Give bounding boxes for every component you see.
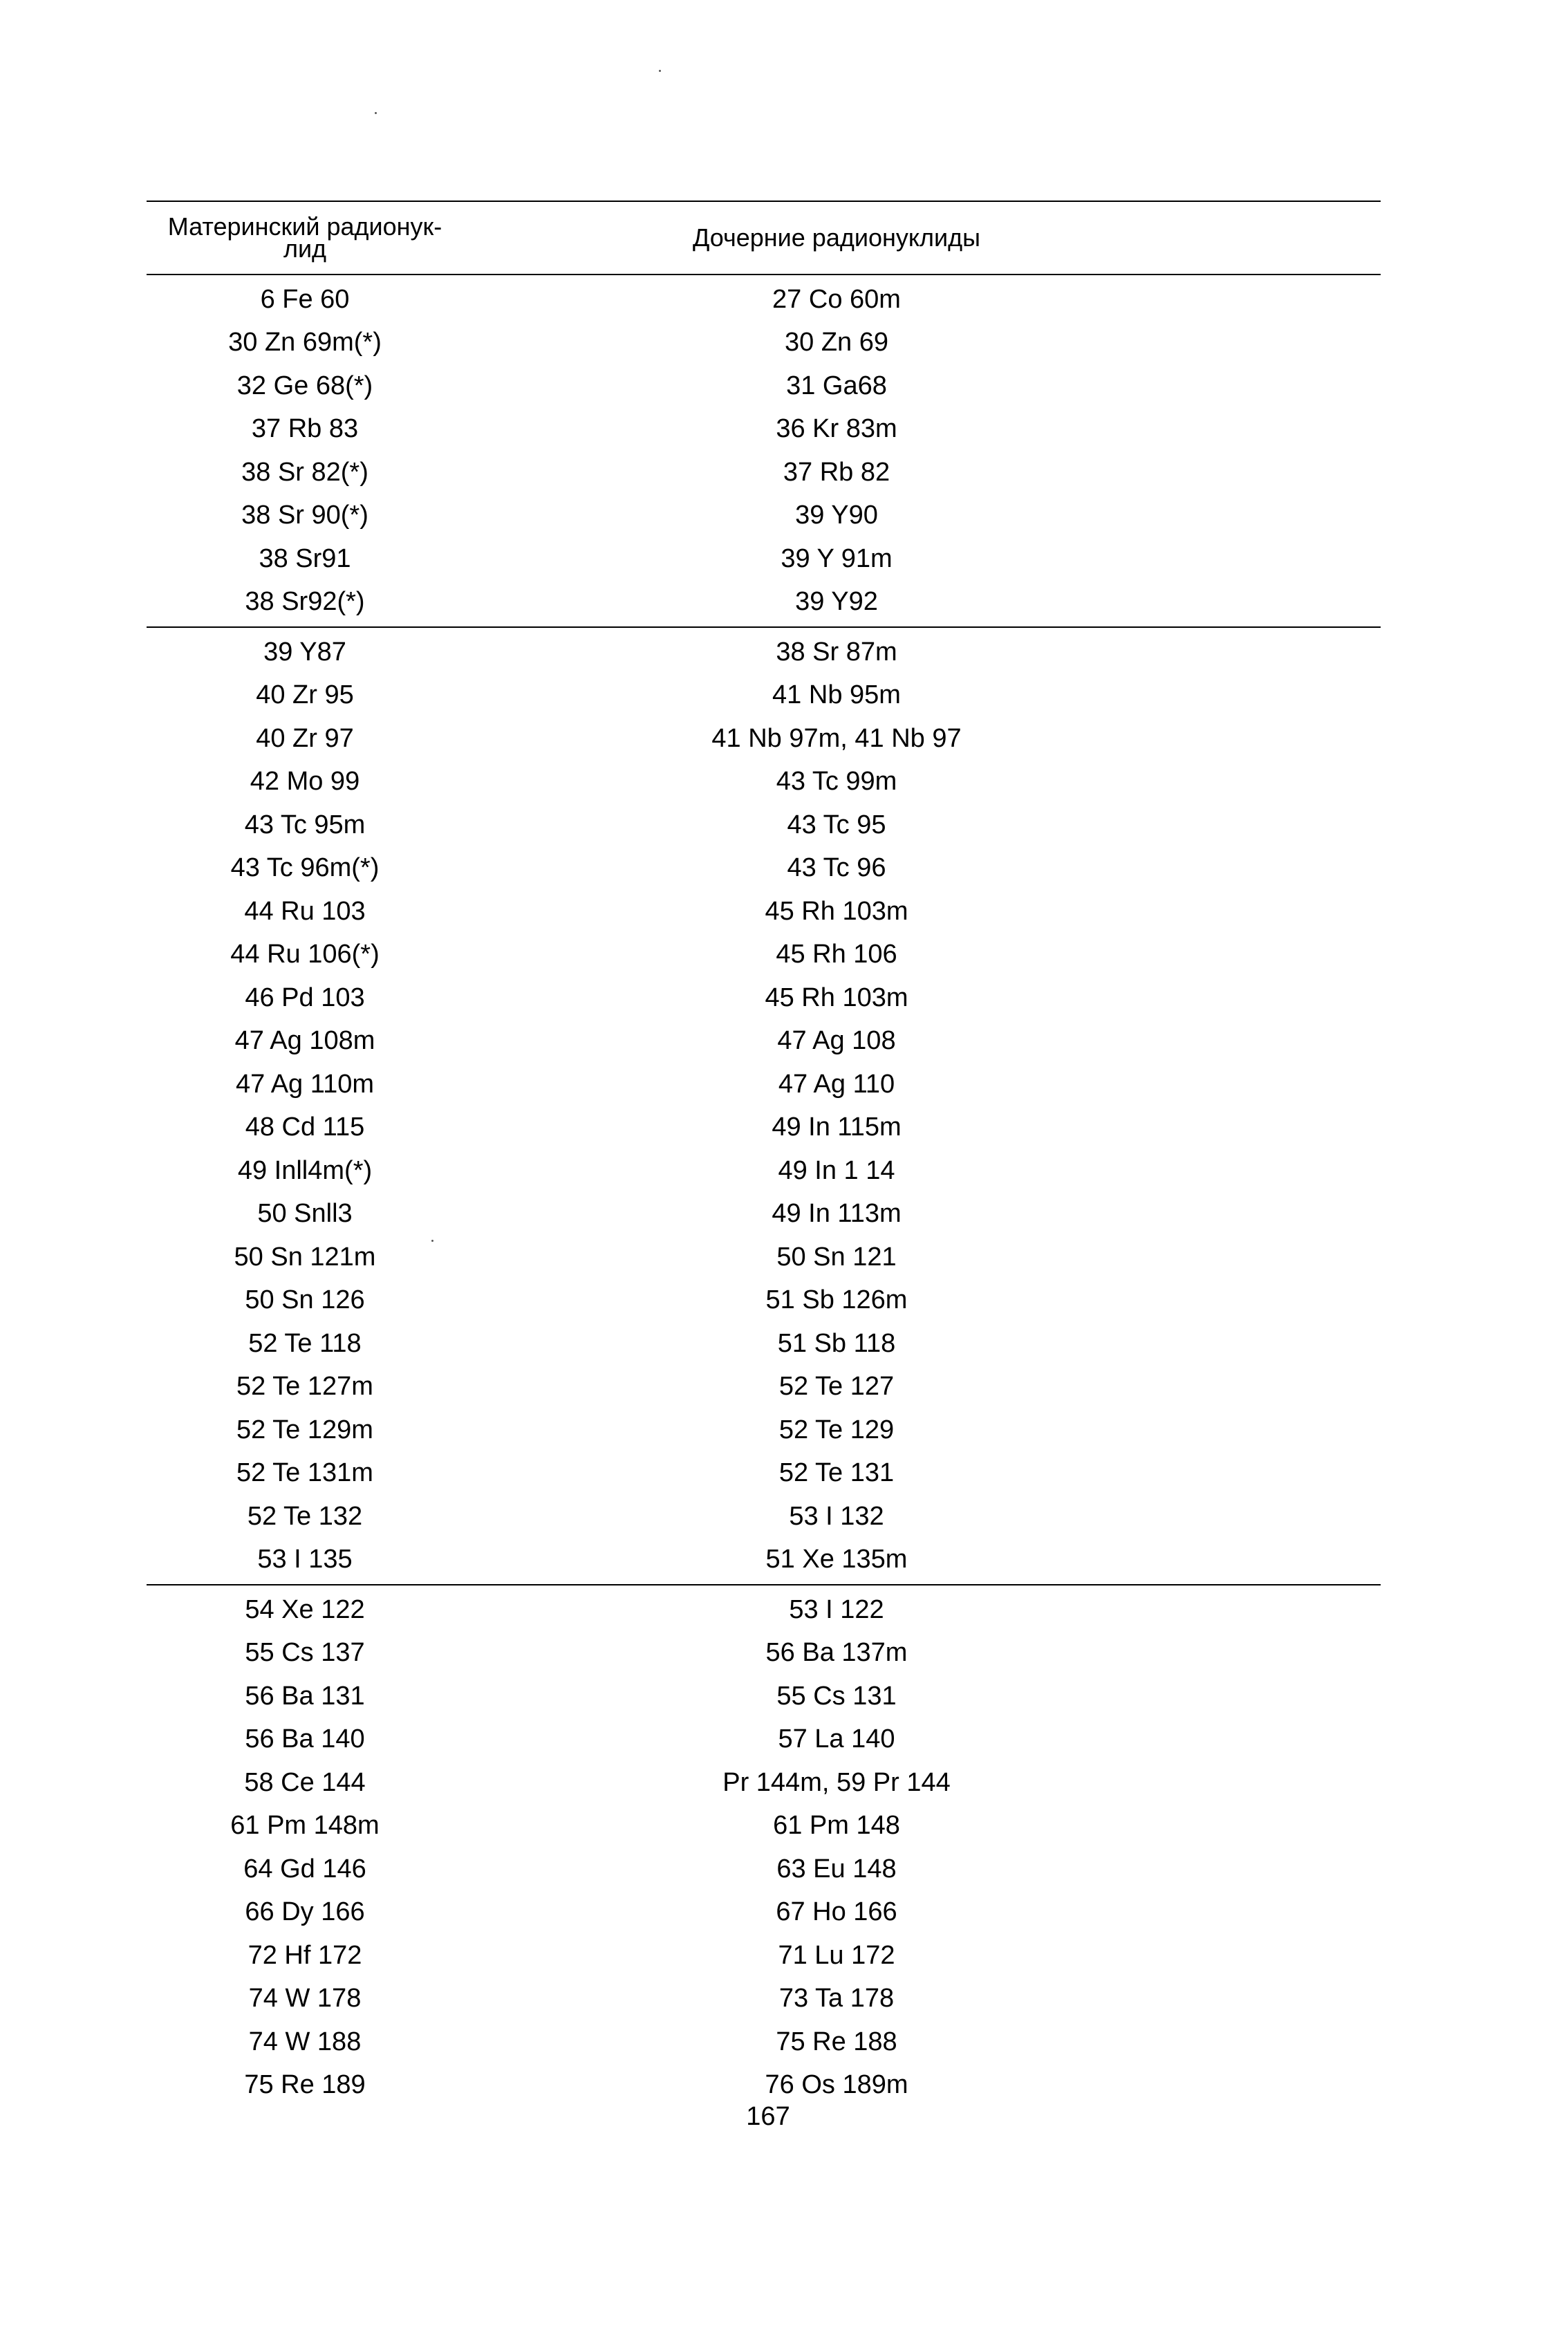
- parent-nuclide-cell: 52 Te 129m: [236, 1415, 373, 1444]
- scan-speck: [659, 70, 661, 72]
- parent-nuclide-cell: 75 Re 189: [244, 2070, 366, 2100]
- daughter-nuclide-cell: 56 Ba 137m: [765, 1638, 908, 1668]
- daughter-nuclide-cell: 53 I 132: [789, 1501, 884, 1531]
- parent-nuclide-cell: 74 W 188: [248, 2027, 362, 2056]
- daughter-nuclide-cell: 52 Te 129: [778, 1415, 895, 1444]
- table-header-row: [147, 202, 1381, 274]
- daughter-nuclide-cell: 71 Lu 172: [778, 1940, 895, 1970]
- parent-nuclide-cell: 66 Dy 166: [245, 1897, 365, 1927]
- table-row: [147, 1934, 1381, 1978]
- daughter-nuclide-cell: 43 Tc 95: [787, 810, 886, 839]
- parent-nuclide-cell: 38 Sr 90(*): [241, 501, 368, 530]
- table-row: [147, 1632, 1381, 1675]
- header-parent: [147, 212, 463, 263]
- table-body: [147, 274, 1381, 2110]
- parent-nuclide-cell: 37 Rb 83: [251, 414, 359, 444]
- table-row: [147, 322, 1381, 365]
- parent-nuclide-cell: 64 Gd 146: [243, 1854, 366, 1883]
- parent-nuclide-cell: 74 W 178: [248, 1984, 362, 2013]
- parent-nuclide-cell: 46 Pd 103: [245, 983, 365, 1012]
- table-row: [147, 674, 1381, 718]
- daughter-nuclide-cell: 45 Rh 103m: [765, 983, 908, 1012]
- daughter-nuclide-cell: 39 Y92: [795, 587, 878, 617]
- page-number: 167: [746, 2102, 790, 2131]
- table-row: [147, 1978, 1381, 2021]
- table-row: [147, 581, 1381, 624]
- table-row: [147, 494, 1381, 538]
- table-row: [147, 1538, 1381, 1582]
- parent-nuclide-cell: 50 Sn 126: [245, 1285, 365, 1315]
- daughter-nuclide-cell: 47 Ag 110: [778, 1069, 895, 1099]
- daughter-nuclide-cell: 31 Ga68: [786, 371, 887, 400]
- parent-nuclide-cell: 40 Zr 97: [256, 723, 354, 753]
- parent-nuclide-cell: 54 Xe 122: [245, 1594, 365, 1624]
- parent-nuclide-cell: 52 Te 118: [248, 1328, 362, 1358]
- parent-nuclide-cell: 52 Te 132: [247, 1501, 363, 1531]
- table-row: [147, 1495, 1381, 1538]
- parent-nuclide-cell: 50 Sn 121m: [234, 1242, 376, 1272]
- parent-nuclide-cell: 43 Tc 96m(*): [230, 853, 380, 883]
- daughter-nuclide-cell: 57 La 140: [778, 1724, 895, 1754]
- table-row: [147, 1063, 1381, 1106]
- daughter-nuclide-cell: 43 Tc 99m: [776, 767, 897, 797]
- table-row: [147, 408, 1381, 452]
- daughter-nuclide-cell: 52 Te 127: [778, 1372, 895, 1402]
- parent-nuclide-cell: 44 Ru 103: [244, 896, 366, 926]
- table-row: [147, 364, 1381, 408]
- parent-nuclide-cell: 38 Sr92(*): [245, 587, 365, 617]
- daughter-nuclide-cell: 38 Sr 87m: [776, 637, 897, 667]
- daughter-nuclide-cell: 37 Rb 82: [783, 457, 890, 487]
- table-row: [147, 717, 1381, 761]
- daughter-nuclide-cell: 61 Pm 148: [773, 1811, 900, 1841]
- parent-nuclide-cell: 38 Sr91: [259, 543, 351, 573]
- daughter-nuclide-cell: 67 Ho 166: [776, 1897, 897, 1927]
- table-row: [147, 537, 1381, 581]
- daughter-nuclide-cell: 49 In 115m: [772, 1113, 902, 1142]
- header-parent-line2: лид: [283, 234, 327, 263]
- table-row: [147, 1675, 1381, 1718]
- parent-nuclide-cell: 72 Hf 172: [248, 1940, 362, 1970]
- table-row: [147, 451, 1381, 494]
- table-row: [147, 761, 1381, 804]
- table-row: [147, 890, 1381, 933]
- daughter-nuclide-cell: 73 Ta 178: [778, 1984, 895, 2013]
- table-row: [147, 1588, 1381, 1632]
- table-row: [147, 278, 1381, 322]
- daughter-nuclide-cell: 53 I 122: [789, 1594, 884, 1624]
- daughter-nuclide-cell: 43 Tc 96: [787, 853, 886, 883]
- parent-nuclide-cell: 44 Ru 106(*): [230, 940, 380, 969]
- parent-nuclide-cell: 47 Ag 108m: [234, 1026, 375, 1056]
- parent-nuclide-cell: 52 Te 131m: [236, 1458, 373, 1488]
- parent-nuclide-cell: 55 Cs 137: [245, 1638, 365, 1668]
- radionuclide-table: [147, 201, 1381, 2110]
- table-row: [147, 1020, 1381, 1063]
- parent-nuclide-cell: 47 Ag 110m: [235, 1069, 374, 1099]
- table-row: [147, 1452, 1381, 1496]
- parent-nuclide-cell: 56 Ba 131: [245, 1681, 365, 1711]
- header-daughter: Дочерние радионуклиды: [692, 223, 981, 252]
- parent-nuclide-cell: 56 Ba 140: [245, 1724, 365, 1754]
- table-row: [147, 1193, 1381, 1236]
- table-row: [147, 1106, 1381, 1150]
- daughter-nuclide-cell: 45 Rh 103m: [765, 896, 908, 926]
- daughter-nuclide-cell: 51 Sb 118: [777, 1328, 896, 1358]
- header-parent-line1: Материнский радионук-: [167, 212, 442, 241]
- daughter-nuclide-cell: 51 Xe 135m: [765, 1545, 908, 1574]
- table-row: [147, 1408, 1381, 1452]
- table-row: [147, 1848, 1381, 1891]
- parent-nuclide-cell: 50 Snll3: [257, 1199, 353, 1229]
- table-row: [147, 1366, 1381, 1409]
- table-row: [147, 1279, 1381, 1323]
- parent-nuclide-cell: 42 Mo 99: [250, 767, 360, 797]
- table-row: [147, 2064, 1381, 2108]
- scan-speck: [375, 112, 377, 114]
- parent-nuclide-cell: 53 I 135: [257, 1545, 353, 1574]
- parent-nuclide-cell: 48 Cd 115: [245, 1113, 365, 1142]
- parent-nuclide-cell: 61 Pm 148m: [230, 1811, 380, 1841]
- table-row: [147, 976, 1381, 1020]
- parent-nuclide-cell: 39 Y87: [263, 637, 346, 667]
- table-row: [147, 1805, 1381, 1848]
- table-group: [147, 1585, 1381, 2110]
- parent-nuclide-cell: 32 Ge 68(*): [236, 371, 373, 400]
- table-row: [147, 2020, 1381, 2064]
- table-group: [147, 275, 1381, 626]
- daughter-nuclide-cell: 50 Sn 121: [776, 1242, 897, 1272]
- table-row: [147, 1322, 1381, 1366]
- table-row: [147, 933, 1381, 977]
- daughter-nuclide-cell: 51 Sb 126m: [765, 1285, 908, 1315]
- table-row: [147, 803, 1381, 847]
- table-row: [147, 1149, 1381, 1193]
- parent-nuclide-cell: 38 Sr 82(*): [241, 457, 368, 487]
- table-row: [147, 1891, 1381, 1935]
- daughter-nuclide-cell: 76 Os 189m: [765, 2070, 908, 2100]
- daughter-nuclide-cell: 41 Nb 97m, 41 Nb 97: [711, 723, 962, 753]
- daughter-nuclide-cell: 55 Cs 131: [776, 1681, 897, 1711]
- table-row: [147, 1718, 1381, 1762]
- table-row: [147, 631, 1381, 674]
- table-row: [147, 847, 1381, 891]
- daughter-nuclide-cell: 75 Re 188: [776, 2027, 897, 2056]
- daughter-nuclide-cell: 49 In 1 14: [778, 1155, 895, 1185]
- table-row: [147, 1236, 1381, 1279]
- parent-nuclide-cell: 49 Inll4m(*): [237, 1155, 373, 1185]
- parent-nuclide-cell: 40 Zr 95: [256, 680, 354, 710]
- parent-nuclide-cell: 30 Zn 69m(*): [228, 328, 382, 357]
- daughter-nuclide-cell: Pr 144m, 59 Pr 144: [722, 1767, 951, 1797]
- daughter-nuclide-cell: 27 Co 60m: [772, 284, 901, 314]
- parent-nuclide-cell: 43 Tc 95m: [244, 810, 366, 839]
- daughter-nuclide-cell: 45 Rh 106: [776, 940, 897, 969]
- daughter-nuclide-cell: 47 Ag 108: [777, 1026, 896, 1056]
- daughter-nuclide-cell: 52 Te 131: [778, 1458, 895, 1488]
- parent-nuclide-cell: 52 Te 127m: [236, 1372, 373, 1402]
- daughter-nuclide-cell: 41 Nb 95m: [772, 680, 901, 710]
- daughter-nuclide-cell: 39 Y 91m: [781, 543, 893, 573]
- daughter-nuclide-cell: 36 Kr 83m: [776, 414, 897, 444]
- daughter-nuclide-cell: 63 Eu 148: [776, 1854, 897, 1883]
- daughter-nuclide-cell: 39 Y90: [795, 501, 878, 530]
- table-row: [147, 1761, 1381, 1805]
- parent-nuclide-cell: 6 Fe 60: [260, 284, 350, 314]
- table-group: [147, 628, 1381, 1584]
- daughter-nuclide-cell: 49 In 113m: [772, 1199, 902, 1229]
- parent-nuclide-cell: 58 Ce 144: [244, 1767, 366, 1797]
- daughter-nuclide-cell: 30 Zn 69: [785, 328, 888, 357]
